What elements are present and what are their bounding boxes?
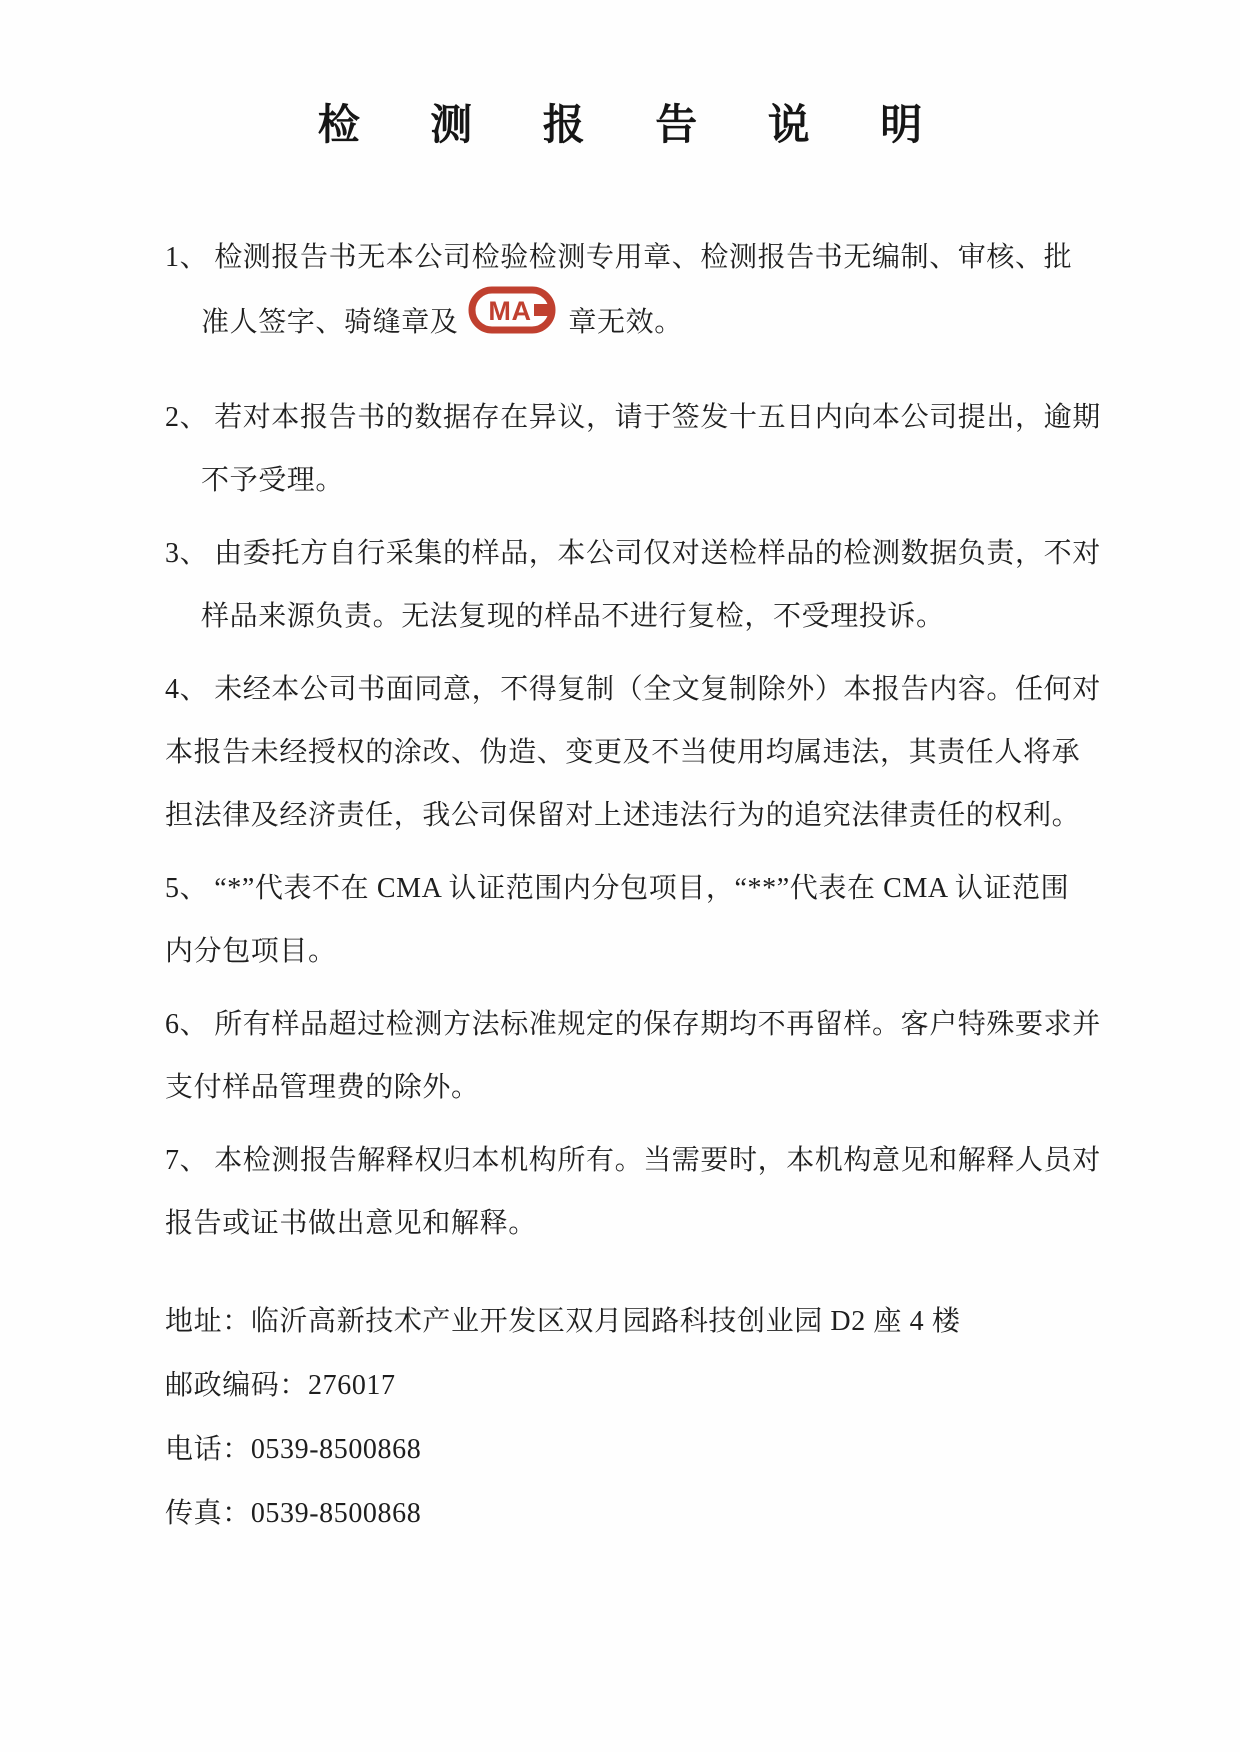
list-item-3 — [165, 522, 1101, 648]
item-number: 5、 — [165, 873, 209, 904]
text-line: 不予受理。 — [201, 465, 345, 496]
item-text: 所有样品超过检测方法标准规定的保存期均不再留样。客户特殊要求并 — [214, 1009, 1101, 1040]
text-line — [165, 289, 1090, 360]
text-line — [165, 658, 1101, 721]
item-number: 2、 — [165, 402, 209, 433]
list-item-2 — [165, 386, 1101, 512]
item-text: 准人签字、骑缝章及 — [201, 306, 459, 338]
text-line — [165, 857, 1090, 920]
page-title: 检 测 报 告 说 明 — [317, 103, 953, 149]
fax-value: 0539-8500868 — [250, 1498, 422, 1529]
item-number: 7、 — [165, 1145, 209, 1176]
notes-list — [165, 226, 1101, 1265]
address-label: 地址： — [165, 1306, 251, 1337]
text-line: 内分包项目。 — [165, 936, 337, 967]
text-line — [165, 522, 1101, 585]
cma-stamp-text: MA — [488, 296, 533, 326]
text-line: 样品来源负责。无法复现的样品不进行复检，不受理投诉。 — [201, 601, 945, 632]
item-text: 检测报告书无本公司检验检测专用章、检测报告书无编制、审核、批 — [214, 242, 1073, 273]
item-text: 章无效。 — [568, 306, 683, 338]
postcode-value: 276017 — [308, 1370, 396, 1401]
text-line — [165, 1129, 1101, 1192]
phone-value: 0539-8500868 — [250, 1434, 422, 1465]
fax-label: 传真： — [165, 1498, 251, 1529]
phone-label: 电话： — [165, 1434, 251, 1465]
fax-line — [165, 1482, 1090, 1546]
item-number: 3、 — [165, 538, 209, 569]
text-line: 报告或证书做出意见和解释。 — [165, 1208, 537, 1239]
list-item-4 — [165, 658, 1101, 847]
list-item-7 — [165, 1129, 1101, 1255]
contact-info — [165, 1290, 1090, 1546]
phone-line — [165, 1418, 1090, 1482]
text-line — [165, 226, 1090, 289]
cma-stamp-icon — [468, 286, 558, 357]
text-line — [165, 386, 1101, 449]
text-line: 支付样品管理费的除外。 — [165, 1072, 480, 1103]
address-value: 临沂高新技术产业开发区双月园路科技创业园 D2 座 4 楼 — [250, 1306, 961, 1337]
list-item-1 — [165, 226, 1090, 360]
item-text: 本检测报告解释权归本机构所有。当需要时，本机构意见和解释人员对 — [214, 1145, 1101, 1176]
item-number: 4、 — [165, 674, 209, 705]
text-line — [165, 993, 1101, 1056]
text-line: 担法律及经济责任，我公司保留对上述违法行为的追究法律责任的权利。 — [165, 800, 1081, 831]
postcode-label: 邮政编码： — [165, 1370, 309, 1401]
item-text: 若对本报告书的数据存在异议，请于签发十五日内向本公司提出，逾期 — [214, 402, 1101, 433]
postcode-line — [165, 1354, 1090, 1418]
item-text: 由委托方自行采集的样品，本公司仅对送检样品的检测数据负责，不对 — [214, 538, 1101, 569]
address-line — [165, 1290, 1090, 1354]
item-text: 未经本公司书面同意，不得复制（全文复制除外）本报告内容。任何对 — [214, 674, 1101, 705]
item-text: “*”代表不在 CMA 认证范围内分包项目，“**”代表在 CMA 认证范围 — [214, 873, 1070, 904]
list-item-5 — [165, 857, 1090, 983]
item-number: 6、 — [165, 1009, 209, 1040]
item-number: 1、 — [165, 242, 209, 273]
text-line: 本报告未经授权的涂改、伪造、变更及不当使用均属违法，其责任人将承 — [165, 737, 1081, 768]
list-item-6 — [165, 993, 1101, 1119]
